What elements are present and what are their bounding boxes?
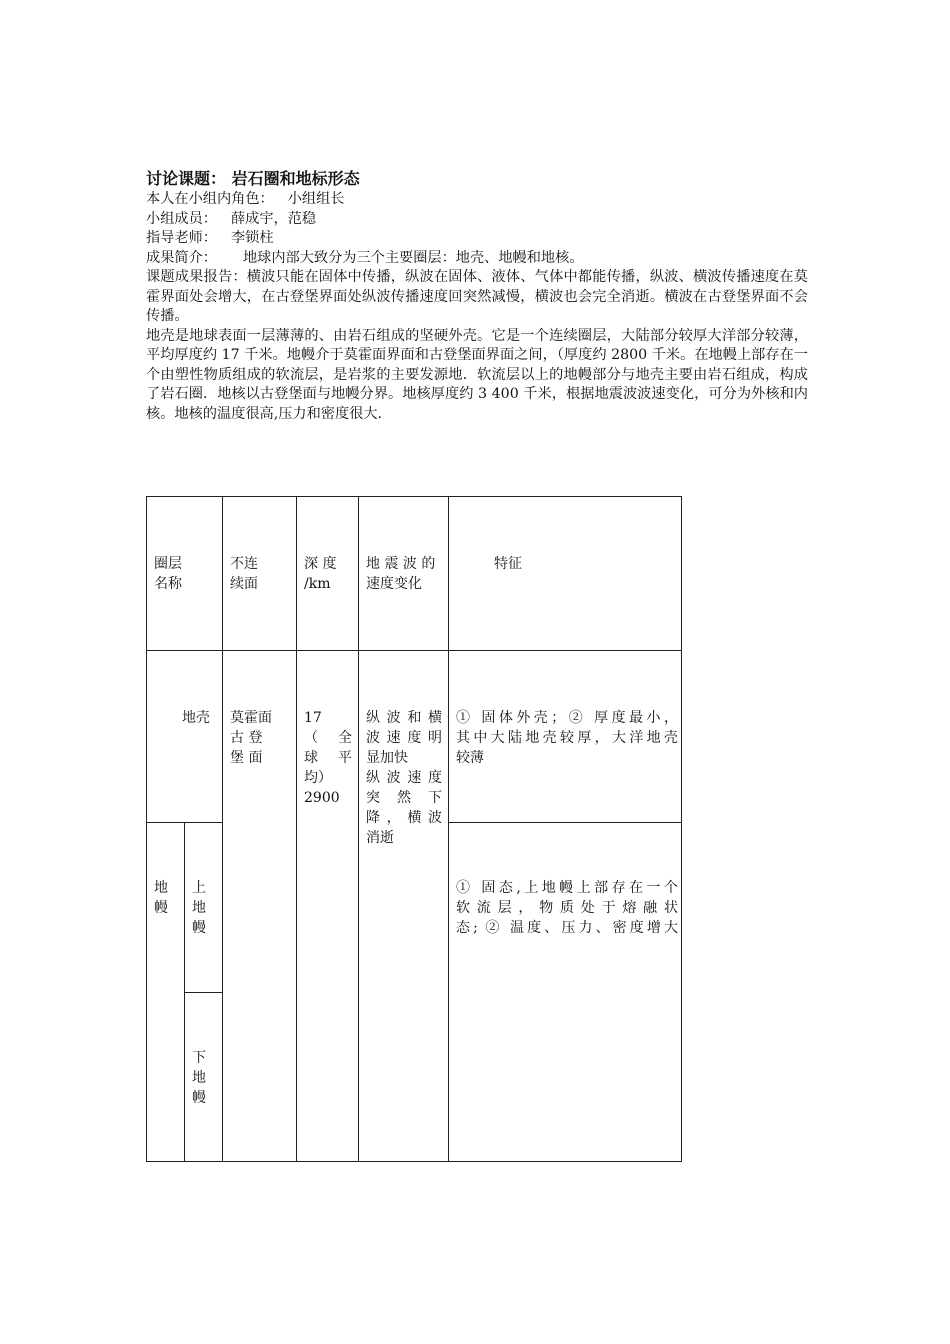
role-label: 本人在小组内角色： [146,191,274,207]
crust-depth: 17 （ 全 球 平 均） 2900 [304,710,352,806]
teacher-value: 李锁柱 [230,230,274,246]
document-header [146,168,808,424]
header-discontinuity: 不连 续面 [230,556,258,592]
crust-feature: ① 固体外壳；② 厚度最小， 其中大陆地壳较厚，大洋地壳 较薄 [456,710,678,766]
summary-line [146,249,808,269]
role-value: 小组组长 [287,191,345,207]
mantle-name: 地 幔 [154,880,168,916]
wave-speed-change: 纵 波 和 横 波 速 度 明 显加快 纵 波 速 度 突 然 下 降 ， 横 波 消逝 [366,710,442,846]
page-title: 讨论课题： 岩石圈和地标形态 [146,169,360,188]
teacher-label: 指导老师： [146,230,217,246]
header-depth: 深 度 /km [304,556,337,592]
lower-mantle-name: 下 地 幔 [192,1050,206,1106]
discontinuity-names: 莫霍面 古 登 堡 面 [230,710,272,766]
members-line [146,210,808,230]
earth-layers-table [146,496,682,1162]
header-wave-speed: 地 震 波 的 速度变化 [366,556,436,592]
header-feature: 特征 [494,556,522,572]
report-paragraph-2: 地壳是地球表面一层薄薄的、由岩石组成的坚硬外壳。它是一个连续圈层，大陆部分较厚大洋部分较薄，平均厚度约 17 千米。地幔介于莫霍面界面和古登堡面界面之间，（厚度约 2800 千米。在地幔上部存在一个由塑性物质组成的软流层，是岩浆的主要发源地．软流层以上的地幔部分与地壳主要由岩石组成，构成了岩石圈．地核以古登堡面与地幔分界。地核厚度约 3 400 千米，根据地震波波速变化，可分为外核和内核。地核的温度很高,压力和密度很大. [146,327,808,422]
teacher-line [146,229,808,249]
crust-name: 地壳 [182,710,210,726]
summary-label: 成果简介： [146,249,217,266]
mantle-feature: ① 固态,上地幔上部存在一个 软 流 层 ， 物 质 处 于 熔 融 状 态; ② 温度、压力、密度增大 [456,880,678,936]
members-label: 小组成员： [146,210,217,227]
report-paragraph-1: 课题成果报告：横波只能在固体中传播，纵波在固体、液体、气体中都能传播，纵波、横波传播速度在莫霍界面处会增大，在古登堡界面处纵波传播速度回突然减慢，横波也会完全消逝。横波在古登堡界面不会传播。 [146,269,808,324]
members-value: 薛成宇，范稳 [230,210,317,227]
role-line [146,190,808,210]
summary-value: 地球内部大致分为三个主要圈层：地壳、地幔和地核。 [242,249,584,266]
upper-mantle-name: 上 地 幔 [192,880,206,936]
header-layer-name: 圈层 名称 [154,556,182,592]
